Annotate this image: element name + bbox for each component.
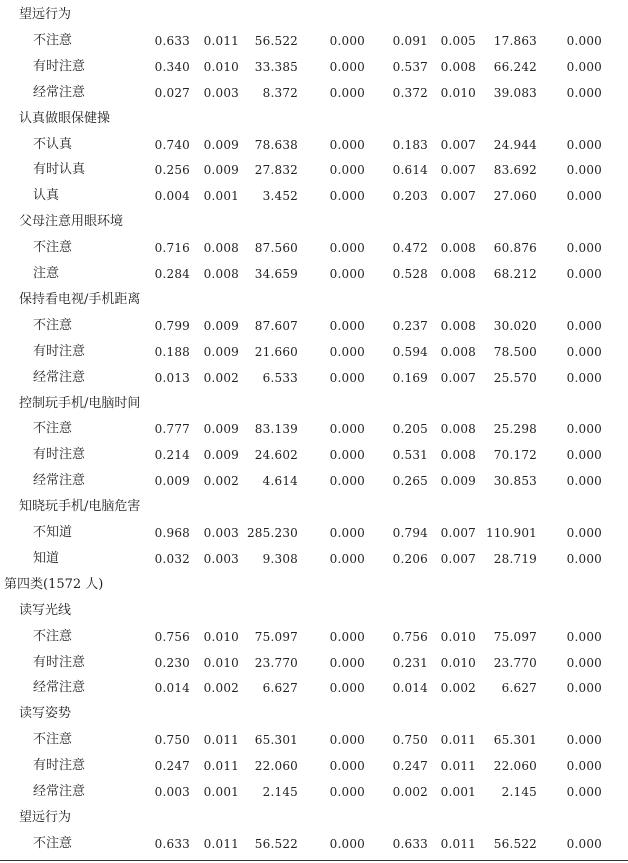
cell-value: 0.188 <box>154 344 190 359</box>
cell-value: 0.010 <box>203 655 239 670</box>
cell-value: 0.472 <box>392 241 428 256</box>
table-row <box>0 522 628 544</box>
cell-value: 0.009 <box>203 318 239 333</box>
cell-value: 6.627 <box>501 681 537 696</box>
cell-value: 0.000 <box>566 163 602 178</box>
cell-value: 0.011 <box>440 836 476 851</box>
cell-value: 0.008 <box>440 241 476 256</box>
cell-value: 0.000 <box>566 33 602 48</box>
cell-value: 0.000 <box>566 733 602 748</box>
row-label: 经常注意 <box>33 680 86 696</box>
row-label: 有时注意 <box>33 447 86 463</box>
table-row <box>0 367 628 389</box>
table-row <box>0 341 628 363</box>
group-title: 父母注意用眼环境 <box>19 214 124 230</box>
cell-value: 0.000 <box>566 474 602 489</box>
cell-value: 0.008 <box>440 267 476 281</box>
cell-value: 0.011 <box>440 733 476 748</box>
cell-value: 24.944 <box>493 137 537 152</box>
cell-value: 0.000 <box>329 526 365 540</box>
group-title: 望远行为 <box>19 7 72 22</box>
row-label: 注意 <box>33 266 60 281</box>
cell-value: 0.027 <box>154 85 190 100</box>
cell-value: 27.832 <box>254 163 298 178</box>
cell-value: 0.000 <box>329 241 365 256</box>
row-label: 不注意 <box>33 835 73 851</box>
cell-value: 0.000 <box>329 655 365 670</box>
table-row <box>0 470 628 492</box>
cell-value: 2.145 <box>501 785 537 799</box>
cell-value: 0.000 <box>566 85 602 100</box>
cell-value: 68.212 <box>493 267 537 281</box>
cell-value: 0.011 <box>203 759 239 774</box>
cell-value: 30.020 <box>493 318 537 333</box>
cell-value: 39.083 <box>493 85 537 100</box>
cell-value: 0.265 <box>392 474 428 489</box>
table-row <box>0 418 628 440</box>
group-title: 望远行为 <box>19 809 72 825</box>
cell-value: 0.203 <box>392 189 428 204</box>
table-row <box>0 626 628 648</box>
cell-value: 4.614 <box>262 474 298 489</box>
cell-value: 0.013 <box>154 370 190 385</box>
cell-value: 0.756 <box>392 629 428 644</box>
cell-value: 0.003 <box>203 85 239 100</box>
table-row <box>0 185 628 207</box>
row-label: 不注意 <box>33 421 73 437</box>
cell-value: 0.009 <box>203 137 239 152</box>
cell-value: 0.000 <box>566 241 602 256</box>
cell-value: 23.770 <box>254 655 298 670</box>
row-label: 有时注意 <box>33 58 86 74</box>
cell-value: 3.452 <box>262 189 298 204</box>
table-row <box>0 755 628 777</box>
cell-value: 0.007 <box>440 551 476 566</box>
cell-value: 2.145 <box>262 785 298 799</box>
cell-value: 0.008 <box>203 267 239 281</box>
cell-value: 34.659 <box>254 267 298 281</box>
cell-value: 0.000 <box>329 551 365 566</box>
cell-value: 0.007 <box>440 526 476 540</box>
cell-value: 0.010 <box>440 629 476 644</box>
cell-value: 0.000 <box>329 629 365 644</box>
cell-value: 25.298 <box>493 422 537 437</box>
cell-value: 0.000 <box>329 759 365 774</box>
cell-value: 0.001 <box>440 785 476 799</box>
cell-value: 0.205 <box>392 422 428 437</box>
table-row <box>0 444 628 466</box>
cell-value: 0.000 <box>329 33 365 48</box>
cell-value: 0.009 <box>203 422 239 437</box>
cell-value: 0.000 <box>329 189 365 204</box>
table-row <box>0 729 628 751</box>
cell-value: 30.853 <box>493 474 537 489</box>
cell-value: 0.000 <box>329 85 365 100</box>
cell-value: 70.172 <box>493 448 537 463</box>
row-label: 经常注意 <box>33 473 86 489</box>
cell-value: 9.308 <box>262 551 298 566</box>
cell-value: 56.522 <box>493 836 537 851</box>
cell-value: 0.000 <box>566 836 602 851</box>
table-row <box>0 56 628 78</box>
cell-value: 75.097 <box>493 629 537 644</box>
row-label: 不注意 <box>33 628 73 644</box>
cell-value: 33.385 <box>254 59 298 74</box>
cell-value: 25.570 <box>493 370 537 385</box>
cell-value: 27.060 <box>493 189 537 204</box>
cell-value: 0.091 <box>392 33 428 48</box>
cell-value: 0.008 <box>203 241 239 256</box>
cell-value: 0.002 <box>203 681 239 696</box>
cell-value: 0.183 <box>392 137 428 152</box>
cell-value: 0.002 <box>203 474 239 489</box>
cell-value: 0.000 <box>566 448 602 463</box>
cell-value: 0.005 <box>440 33 476 48</box>
cell-value: 0.000 <box>329 59 365 74</box>
cell-value: 0.000 <box>329 785 365 799</box>
cell-value: 0.011 <box>203 836 239 851</box>
cell-value: 0.010 <box>203 59 239 74</box>
row-label: 不注意 <box>33 317 73 333</box>
cell-value: 0.008 <box>440 422 476 437</box>
cell-value: 0.000 <box>329 318 365 333</box>
cell-value: 0.777 <box>154 422 190 437</box>
cell-value: 0.000 <box>566 189 602 204</box>
cell-value: 0.003 <box>154 785 190 799</box>
table-bottom-rule <box>0 860 628 861</box>
cell-value: 0.000 <box>329 163 365 178</box>
cell-value: 22.060 <box>254 759 298 774</box>
cell-value: 75.097 <box>254 629 298 644</box>
cell-value: 56.522 <box>254 836 298 851</box>
cell-value: 0.000 <box>566 785 602 799</box>
cell-value: 0.340 <box>154 59 190 74</box>
cell-value: 0.000 <box>566 759 602 774</box>
cell-value: 6.627 <box>262 681 298 696</box>
cell-value: 0.008 <box>440 344 476 359</box>
table-row <box>0 548 628 570</box>
cell-value: 0.799 <box>154 318 190 333</box>
row-label: 认真 <box>33 188 60 204</box>
cell-value: 285.230 <box>246 526 298 540</box>
cell-value: 0.000 <box>566 267 602 281</box>
table-row <box>0 30 628 52</box>
row-label: 经常注意 <box>33 369 86 385</box>
group-title: 保持看电视/手机距离 <box>19 291 141 307</box>
cell-value: 60.876 <box>493 241 537 256</box>
cell-value: 0.009 <box>154 474 190 489</box>
cell-value: 0.014 <box>154 681 190 696</box>
row-label: 有时注意 <box>33 654 86 670</box>
cell-value: 0.000 <box>566 422 602 437</box>
table-row <box>0 677 628 699</box>
cell-value: 0.009 <box>203 163 239 178</box>
cell-value: 0.000 <box>566 655 602 670</box>
table-row <box>0 781 628 803</box>
cell-value: 0.214 <box>154 448 190 463</box>
cell-value: 66.242 <box>493 59 537 74</box>
cell-value: 8.372 <box>262 85 298 100</box>
cell-value: 0.000 <box>329 836 365 851</box>
row-label: 有时注意 <box>33 343 86 359</box>
cell-value: 0.372 <box>392 85 428 100</box>
row-label: 不认真 <box>33 136 73 152</box>
cell-value: 0.008 <box>440 59 476 74</box>
cell-value: 65.301 <box>254 733 298 748</box>
cell-value: 0.002 <box>203 370 239 385</box>
cell-value: 87.560 <box>254 241 298 256</box>
cell-value: 0.009 <box>203 344 239 359</box>
cell-value: 0.531 <box>392 448 428 463</box>
cell-value: 0.000 <box>566 137 602 152</box>
cell-value: 87.607 <box>254 318 298 333</box>
cell-value: 0.256 <box>154 163 190 178</box>
cell-value: 0.794 <box>392 526 428 540</box>
cell-value: 0.614 <box>392 163 428 178</box>
cell-value: 0.003 <box>203 526 239 540</box>
group-title: 读写光线 <box>19 602 72 618</box>
cell-value: 0.001 <box>203 785 239 799</box>
cell-value: 17.863 <box>493 33 537 48</box>
cell-value: 0.633 <box>154 836 190 851</box>
cell-value: 0.000 <box>329 344 365 359</box>
cell-value: 0.750 <box>392 733 428 748</box>
row-label: 不注意 <box>33 32 73 48</box>
table-row <box>0 237 628 259</box>
cell-value: 65.301 <box>493 733 537 748</box>
cell-value: 0.010 <box>440 655 476 670</box>
cell-value: 78.500 <box>493 344 537 359</box>
cell-value: 0.284 <box>154 267 190 281</box>
cell-value: 0.716 <box>154 241 190 256</box>
group-title: 知晓玩手机/电脑危害 <box>19 499 141 515</box>
row-label: 不注意 <box>33 732 73 748</box>
cell-value: 0.011 <box>203 33 239 48</box>
table-row <box>0 315 628 337</box>
cell-value: 0.230 <box>154 655 190 670</box>
cell-value: 0.206 <box>392 551 428 566</box>
cell-value: 0.008 <box>440 448 476 463</box>
cell-value: 0.000 <box>329 370 365 385</box>
cell-value: 0.011 <box>440 759 476 774</box>
table-row <box>0 833 628 855</box>
cell-value: 0.756 <box>154 629 190 644</box>
cell-value: 0.007 <box>440 370 476 385</box>
table-row <box>0 82 628 104</box>
cell-value: 56.522 <box>254 33 298 48</box>
cell-value: 0.247 <box>154 759 190 774</box>
cell-value: 0.633 <box>154 33 190 48</box>
row-label: 不知道 <box>33 525 73 540</box>
cell-value: 0.007 <box>440 137 476 152</box>
table-row <box>0 652 628 674</box>
cell-value: 0.000 <box>566 526 602 540</box>
cell-value: 0.008 <box>440 318 476 333</box>
cell-value: 0.750 <box>154 733 190 748</box>
cell-value: 83.692 <box>493 163 537 178</box>
table-row <box>0 263 628 285</box>
row-label: 经常注意 <box>33 784 86 799</box>
row-label: 有时认真 <box>33 162 86 178</box>
cell-value: 0.633 <box>392 836 428 851</box>
cell-value: 0.010 <box>440 85 476 100</box>
cell-value: 0.000 <box>566 318 602 333</box>
row-label: 经常注意 <box>33 84 86 100</box>
cell-value: 0.169 <box>392 370 428 385</box>
cell-value: 0.010 <box>203 629 239 644</box>
cell-value: 0.011 <box>203 733 239 748</box>
cell-value: 0.231 <box>392 655 428 670</box>
cell-value: 0.001 <box>203 189 239 204</box>
cell-value: 0.002 <box>440 681 476 696</box>
cell-value: 0.007 <box>440 189 476 204</box>
cell-value: 0.007 <box>440 163 476 178</box>
cell-value: 78.638 <box>254 137 298 152</box>
cell-value: 0.000 <box>329 422 365 437</box>
cell-value: 0.740 <box>154 137 190 152</box>
cell-value: 21.660 <box>254 344 298 359</box>
cell-value: 0.000 <box>329 448 365 463</box>
cell-value: 0.594 <box>392 344 428 359</box>
cell-value: 0.009 <box>440 474 476 489</box>
cell-value: 0.032 <box>154 551 190 566</box>
cell-value: 24.602 <box>254 448 298 463</box>
cell-value: 0.000 <box>566 370 602 385</box>
cell-value: 0.000 <box>329 733 365 748</box>
table-row <box>0 159 628 181</box>
cell-value: 0.000 <box>329 137 365 152</box>
group-title: 读写姿势 <box>19 706 72 722</box>
cell-value: 0.968 <box>154 526 190 540</box>
group-title: 控制玩手机/电脑时间 <box>19 395 141 411</box>
cell-value: 0.000 <box>566 344 602 359</box>
cell-value: 0.000 <box>329 681 365 696</box>
cell-value: 0.528 <box>392 267 428 281</box>
cell-value: 0.000 <box>566 629 602 644</box>
cell-value: 0.000 <box>329 267 365 281</box>
cell-value: 0.237 <box>392 318 428 333</box>
cell-value: 0.000 <box>566 551 602 566</box>
cell-value: 6.533 <box>262 370 298 385</box>
cell-value: 0.014 <box>392 681 428 696</box>
cell-value: 22.060 <box>493 759 537 774</box>
row-label: 不注意 <box>33 240 73 256</box>
table-row <box>0 134 628 156</box>
cell-value: 0.002 <box>392 785 428 799</box>
row-label: 有时注意 <box>33 758 86 774</box>
cell-value: 0.000 <box>566 59 602 74</box>
group-title: 认真做眼保健操 <box>19 110 111 126</box>
cell-value: 28.719 <box>493 551 537 566</box>
cell-value: 110.901 <box>485 526 537 540</box>
cell-value: 0.537 <box>392 59 428 74</box>
cell-value: 23.770 <box>493 655 537 670</box>
cell-value: 0.000 <box>566 681 602 696</box>
cell-value: 83.139 <box>254 422 298 437</box>
row-label: 知道 <box>33 550 60 566</box>
cell-value: 0.004 <box>154 189 190 204</box>
cell-value: 0.247 <box>392 759 428 774</box>
cell-value: 0.003 <box>203 551 239 566</box>
section-title: 第四类(1572 人) <box>4 576 104 592</box>
cell-value: 0.009 <box>203 448 239 463</box>
cell-value: 0.000 <box>329 474 365 489</box>
